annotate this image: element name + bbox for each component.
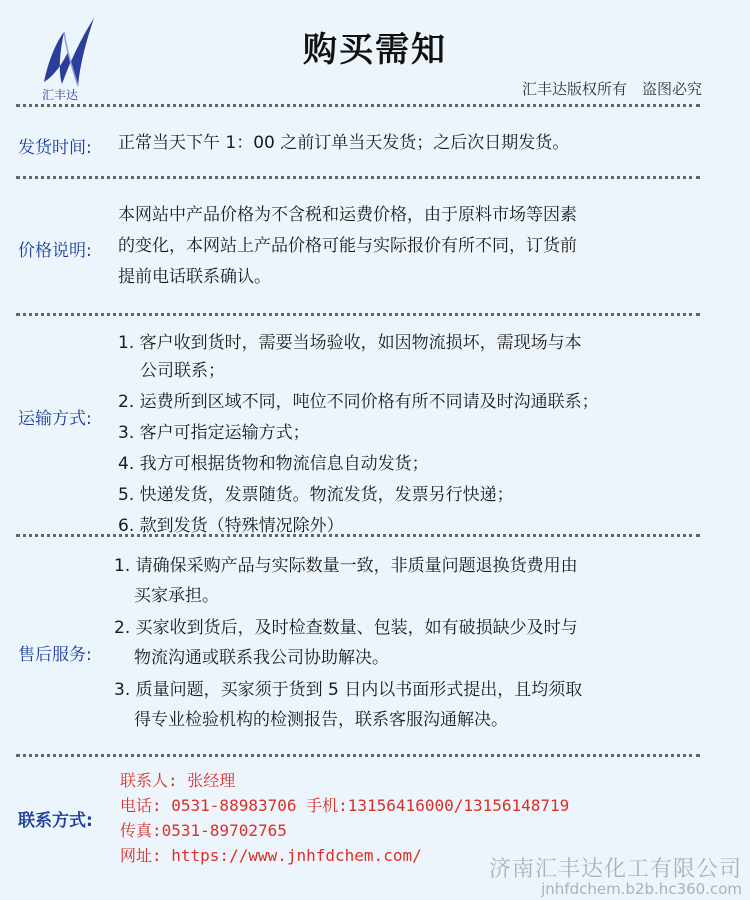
divider — [16, 176, 700, 179]
divider — [16, 313, 700, 316]
list-item: 2. 运费所到区域不同，吨位不同价格有所不同请及时沟通联系； — [118, 392, 599, 412]
watermark-url: jnhfdchem.b2b.hc360.com — [541, 880, 742, 898]
contact-phone: 电话: 0531-88983706 手机:13156416000/13156148719 — [120, 796, 570, 815]
price-label: 价格说明: — [18, 241, 92, 261]
brand-name: 汇丰达 — [42, 88, 79, 102]
list-item: 3. 客户可指定运输方式； — [118, 423, 310, 443]
contact-fax: 传真:0531-89702765 — [120, 821, 287, 840]
divider — [16, 754, 700, 757]
divider — [16, 534, 700, 537]
contact-website-link[interactable]: 网址: https://www.jnhfdchem.com/ — [120, 846, 422, 865]
price-line: 的变化，本网站上产品价格可能与实际报价有所不同，订货前 — [118, 236, 577, 256]
list-item: 6. 款到发货（特殊情况除外） — [118, 516, 344, 536]
list-item: 5. 快递发货，发票随货。物流发货，发票另行快递； — [118, 485, 514, 505]
transport-label: 运输方式: — [18, 409, 92, 429]
price-line: 本网站中产品价格为不含税和运费价格，由于原料市场等因素 — [118, 205, 577, 225]
transport-list — [118, 329, 599, 540]
list-item: 4. 我方可根据货物和物流信息自动发货； — [118, 454, 429, 474]
contact-person: 联系人: 张经理 — [120, 771, 236, 790]
shipping-time-text: 正常当天下午 1：00 之前订单当天发货；之后次日期发货。 — [118, 133, 570, 153]
divider — [16, 104, 700, 107]
copyright-notice: 汇丰达版权所有 盗图必究 — [521, 80, 702, 98]
page-title: 购买需知 — [303, 30, 447, 70]
shipping-time-label: 发货时间: — [18, 138, 92, 158]
after-sales-label: 售后服务: — [18, 645, 92, 665]
price-text — [118, 200, 577, 293]
list-item: 2. 买家收到货后，及时检查数量、包装，如有破损缺少及时与 物流沟通或联系我公司协助解决。 — [114, 618, 578, 668]
after-sales-list — [114, 551, 582, 735]
list-item: 1. 客户收到货时，需要当场验收，如因物流损坏，需现场与本 公司联系； — [118, 333, 582, 381]
list-item: 3. 质量问题，买家须于货到 5 日内以书面形式提出，且均须取 得专业检验机构的检测报告，联系客服沟通解决。 — [114, 680, 583, 730]
contact-label: 联系方式: — [18, 811, 93, 831]
list-item: 1. 请确保采购产品与实际数量一致，非质量问题退换货费用由 买家承担。 — [114, 556, 578, 606]
watermark-company: 济南汇丰达化工有限公司 — [488, 857, 742, 882]
price-line: 提前电话联系确认。 — [118, 267, 271, 287]
